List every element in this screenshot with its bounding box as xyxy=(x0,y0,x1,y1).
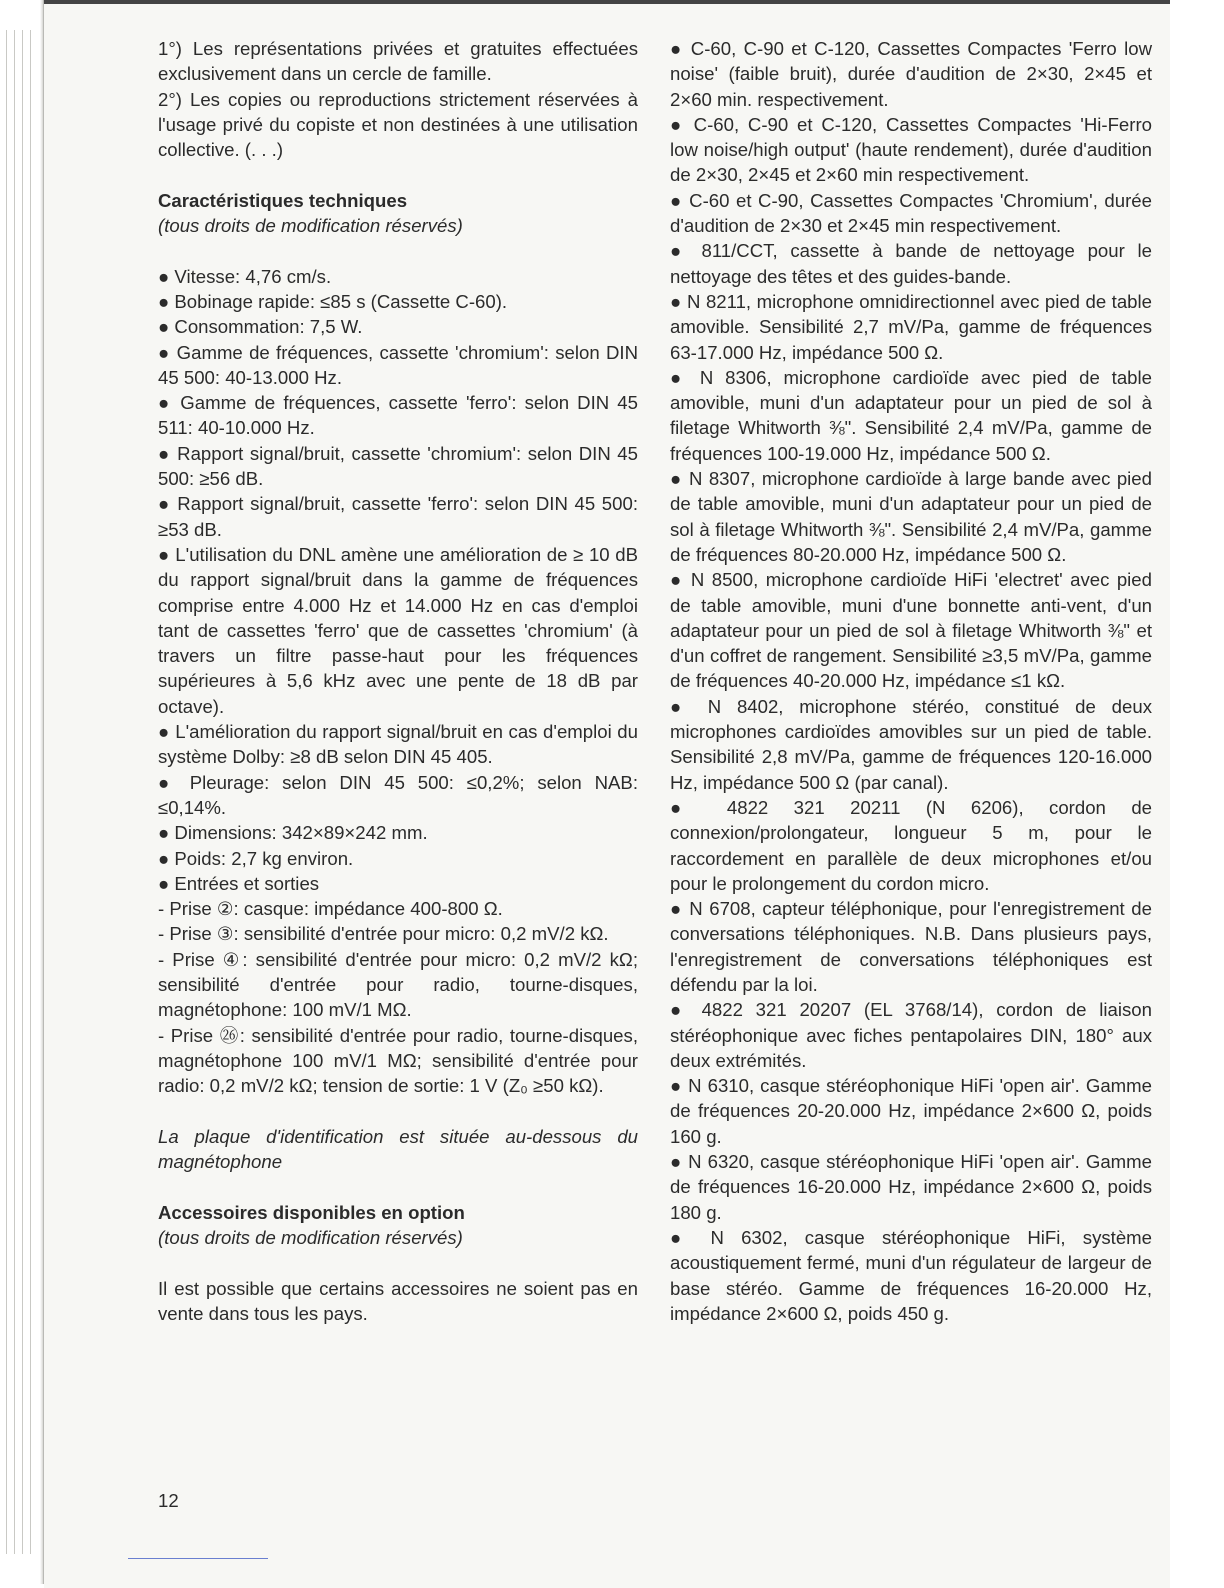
accessory-item: ● N 8307, microphone cardioïde à large bande avec pied de table amovible, muni d'un adaptateur pour un pied de sol à filetage Whitworth ⅜". Sensibilité 2,4 mV/Pa, gamme de fréquences 80-20.000 Hz, impédance 500 Ω. xyxy=(670,468,1152,565)
spec-item: ● Entrées et sorties xyxy=(158,872,320,894)
copyright-exception-1: 1°) Les représentations privées et gratuites effectuées exclusivement dans un cercle de famille. xyxy=(158,38,638,85)
accessory-item: ● N 6302, casque stéréophonique HiFi, système acoustiquement fermé, muni d'un régulateur de largeur de base stéréo. Gamme de fréquences 16-20.000 Hz, impédance 2×600 Ω, poids 450 g. xyxy=(670,1226,1152,1324)
accessory-item: ● N 6320, casque stéréophonique HiFi 'open air'. Gamme de fréquences 16-20.000 Hz, impédance 2×600 Ω, poids 180 g. xyxy=(670,1151,1152,1223)
spec-item: ● Gamme de fréquences, cassette 'chromium': selon DIN 45 500: 40-13.000 Hz. xyxy=(158,341,638,388)
accessories-availability-note: Il est possible que certains accessoires ne soient pas en vente dans tous les pays. xyxy=(158,1277,638,1324)
accessory-item: ● N 8402, microphone stéréo, constitué de deux microphones cardioïdes amovibles sur un pied de table. Sensibilité 2,8 mV/Pa, gamme de fréquences 120-16.000 Hz, impédance 500 Ω (par canal). xyxy=(670,695,1152,793)
spec-item: ● Consommation: 7,5 W. xyxy=(158,316,363,338)
spec-item: - Prise ②: casque: impédance 400-800 Ω. xyxy=(158,898,503,920)
copyright-exception-2: 2°) Les copies ou reproductions strictement réservées à l'usage privé du copiste et non destinées à une utilisation collective. (. . .) xyxy=(158,88,638,161)
spec-item: ● Poids: 2,7 kg environ. xyxy=(158,847,354,869)
spec-item: ● Rapport signal/bruit, cassette 'ferro': selon DIN 45 500: ≥53 dB. xyxy=(158,493,638,540)
left-column xyxy=(158,36,638,1326)
spec-item: ● Pleurage: selon DIN 45 500: ≤0,2%; selon NAB: ≤0,14%. xyxy=(158,771,638,818)
spec-item: ● L'amélioration du rapport signal/bruit en cas d'emploi du système Dolby: ≥8 dB selon DIN 45 405. xyxy=(158,721,638,768)
spec-item: ● Vitesse: 4,76 cm/s. xyxy=(158,265,332,287)
spec-item: ● Bobinage rapide: ≤85 s (Cassette C-60). xyxy=(158,290,508,312)
page-number: 12 xyxy=(158,1490,179,1511)
accessory-item: ● C-60 et C-90, Cassettes Compactes 'Chromium', durée d'audition de 2×30 et 2×45 min respectivement. xyxy=(670,189,1152,237)
accessory-item: ● N 6310, casque stéréophonique HiFi 'open air'. Gamme de fréquences 20-20.000 Hz, impédance 2×600 Ω, poids 160 g. xyxy=(670,1075,1152,1147)
tech-specs-heading: Caractéristiques techniques xyxy=(158,189,408,211)
accessory-item: ● N 8306, microphone cardioïde avec pied de table amovible, muni d'un adaptateur pour un pied de sol à filetage Whitworth ⅜". Sensibilité 2,4 mV/Pa, gamme de fréquences 100-19.000 Hz, impédance 500 Ω. xyxy=(670,366,1152,464)
accessory-item: ● N 8500, microphone cardioïde HiFi 'electret' avec pied de table amovible, muni d'une bonnette anti-vent, d'un adaptateur pour un pied de sol à filetage Whitworth ⅜" et d'un coffret de rangement. Sensibilité ≥3,5 mV/Pa, gamme de fréquences 40-20.000 Hz, impédance ≤1 kΩ. xyxy=(670,569,1152,692)
spec-item: ● Gamme de fréquences, cassette 'ferro': selon DIN 45 511: 40-10.000 Hz. xyxy=(158,392,638,439)
accessories-heading: Accessoires disponibles en option xyxy=(158,1201,465,1223)
accessory-item: ● N 8211, microphone omnidirectionnel avec pied de table amovible. Sensibilité 2,7 mV/Pa, gamme de fréquences 63-17.000 Hz, impédance 500 Ω. xyxy=(670,290,1152,363)
accessory-item: ● 4822 321 20207 (EL 3768/14), cordon de liaison stéréophonique avec fiches pentapolaires DIN, 180° aux deux extrémités. xyxy=(670,999,1152,1071)
accessory-item: ● 4822 321 20211 (N 6206), cordon de connexion/prolongateur, longueur 5 m, pour le raccordement en parallèle de deux microphones et/ou pour le prolongement du cordon micro. xyxy=(670,796,1152,894)
accessory-item: ● C-60, C-90 et C-120, Cassettes Compactes 'Hi-Ferro low noise/high output' (haute rendement), durée d'audition de 2×30, 2×45 et 2×60 min respectivement. xyxy=(670,113,1152,186)
accessory-item: ● N 6708, capteur téléphonique, pour l'enregistrement de conversations téléphoniques. N.B. Dans plusieurs pays, l'enregistrement de conversations téléphoniques est défendu par la loi. xyxy=(670,898,1152,995)
page-binding-edge xyxy=(0,0,44,1584)
footer-rule xyxy=(128,1558,268,1559)
identification-plate-note: La plaque d'identification est située au-dessous du magnétophone xyxy=(158,1125,638,1173)
tech-specs-subheading: (tous droits de modification réservés) xyxy=(158,215,463,237)
spec-item: ● Dimensions: 342×89×242 mm. xyxy=(158,822,428,844)
spec-item: - Prise ④: sensibilité d'entrée pour micro: 0,2 mV/2 kΩ; sensibilité d'entrée pour radio, tourne-disques, magnétophone: 100 mV/1 MΩ. xyxy=(158,948,638,1021)
accessory-item: ● C-60, C-90 et C-120, Cassettes Compactes 'Ferro low noise' (faible bruit), durée d'audition de 2×30, 2×45 et 2×60 min. respectivement. xyxy=(670,38,1152,110)
spec-item: ● L'utilisation du DNL amène une amélioration de ≥ 10 dB du rapport signal/bruit dans la gamme de fréquences comprise entre 4.000 Hz et 14.000 Hz en cas d'emploi tant de cassettes 'ferro' que de cassettes 'chromium' (à travers un filtre passe-haut pour les fréquences supérieures à 5,6 kHz avec une pente de 18 dB par octave). xyxy=(158,543,638,717)
accessory-item: ● 811/CCT, cassette à bande de nettoyage pour le nettoyage des têtes et des guides-bande. xyxy=(670,240,1152,287)
spec-item: ● Rapport signal/bruit, cassette 'chromium': selon DIN 45 500: ≥56 dB. xyxy=(158,442,638,490)
accessories-subheading: (tous droits de modification réservés) xyxy=(158,1226,463,1248)
right-column xyxy=(670,36,1152,1326)
spec-item: - Prise ㉖: sensibilité d'entrée pour radio, tourne-disques, magnétophone 100 mV/1 MΩ; sensibilité d'entrée pour radio: 0,2 mV/2 kΩ; tension de sortie: 1 V (Z₀ ≥50 kΩ). xyxy=(158,1024,638,1097)
spec-item: - Prise ③: sensibilité d'entrée pour micro: 0,2 mV/2 kΩ. xyxy=(158,923,609,945)
